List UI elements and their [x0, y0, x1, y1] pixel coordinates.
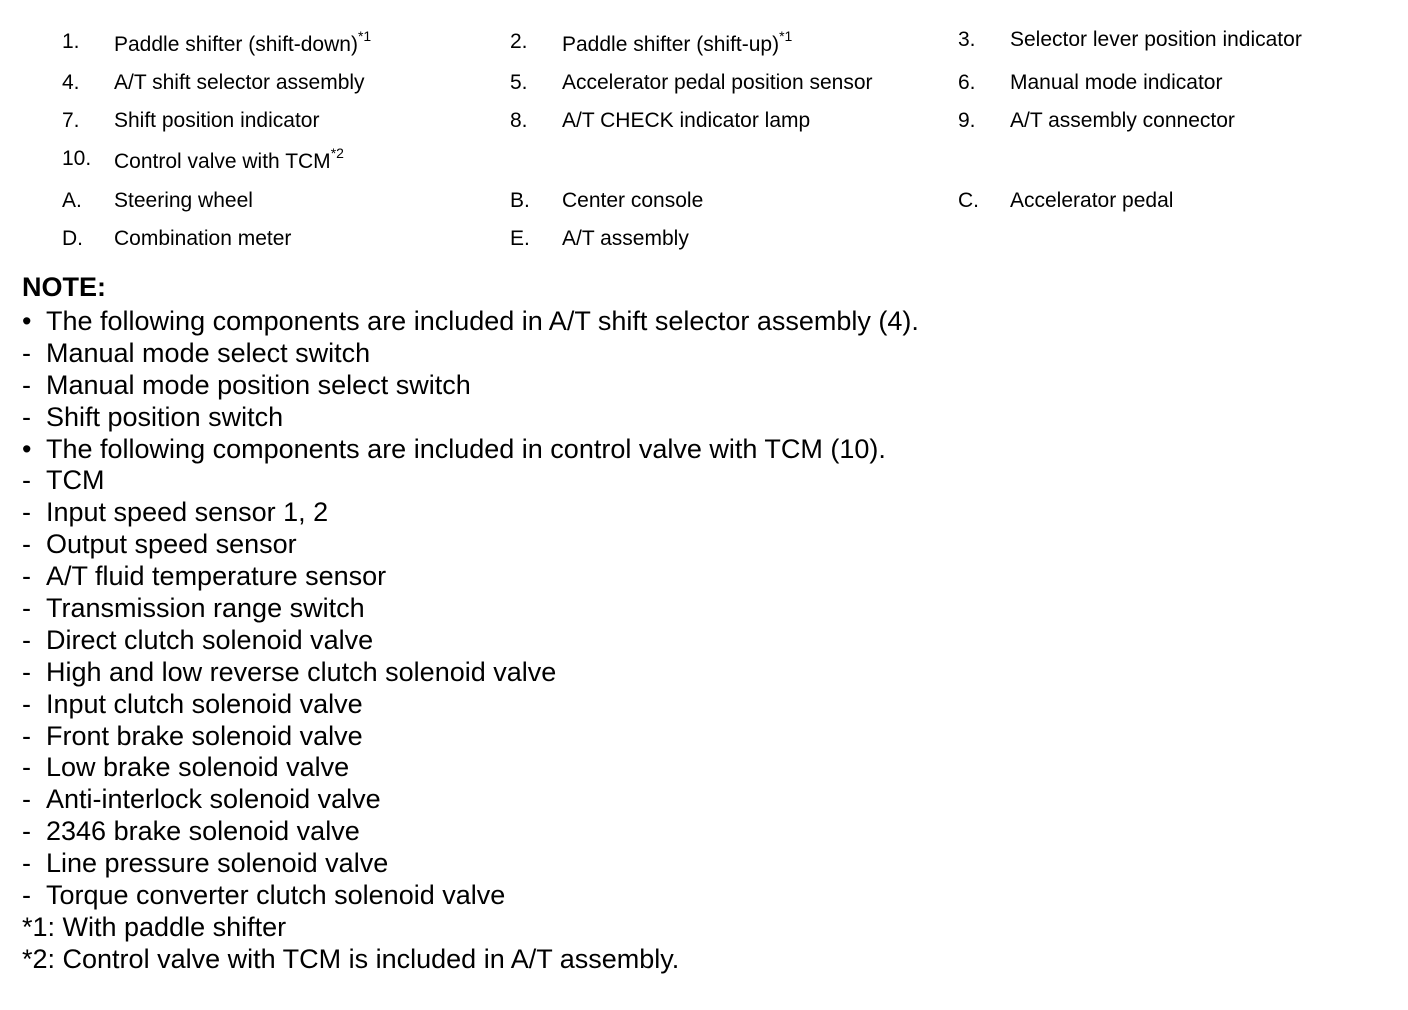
legend-number: 5.: [510, 71, 528, 94]
sub-item: [22, 561, 1382, 593]
footnote-ref: *1: [357, 28, 372, 44]
legend-number: C.: [958, 189, 979, 212]
item-text: The following components are included in control valve with TCM (10).: [46, 433, 886, 464]
legend-label: Shift position indicator: [114, 109, 320, 132]
sub-item: [22, 752, 1382, 784]
legend-label: Steering wheel: [114, 189, 253, 212]
legend-label: Selector lever position indicator: [1010, 28, 1302, 51]
legend-number: 4.: [62, 71, 80, 94]
dash-marker: -: [22, 880, 31, 911]
sub-item: [22, 593, 1382, 625]
legend-number: 9.: [958, 109, 976, 132]
sub-item: [22, 338, 1382, 370]
bullet-marker: •: [22, 306, 32, 336]
dash-marker: -: [22, 848, 31, 879]
item-text: Manual mode select switch: [46, 337, 371, 368]
bullet-item: [22, 306, 1382, 338]
dash-marker: -: [22, 624, 31, 655]
legend-label: Manual mode indicator: [1010, 71, 1223, 94]
dash-marker: -: [22, 816, 31, 847]
component-legend: [0, 0, 1408, 260]
item-text: 2346 brake solenoid valve: [46, 816, 360, 847]
item-text: Line pressure solenoid valve: [46, 848, 389, 879]
item-text: Output speed sensor: [46, 529, 297, 560]
legend-label: Paddle shifter (shift-up)$^{*1}$: [562, 28, 793, 56]
dash-marker: -: [22, 688, 31, 719]
legend-label: A/T shift selector assembly: [114, 71, 365, 94]
dash-marker: -: [22, 369, 31, 400]
sub-item: [22, 721, 1382, 753]
sub-item: [22, 784, 1382, 816]
legend-label: Combination meter: [114, 227, 292, 250]
footnote: *2: Control valve with TCM is included in A/T assembly.: [22, 943, 680, 974]
legend-label: A/T assembly: [562, 227, 689, 250]
dash-marker: -: [22, 656, 31, 687]
item-text: The following components are included in A/T shift selector assembly (4).: [46, 306, 919, 336]
item-text: Input clutch solenoid valve: [46, 688, 363, 719]
sub-item: [22, 465, 1382, 497]
item-text: TCM: [46, 465, 105, 496]
item-text: Input speed sensor 1, 2: [46, 497, 329, 528]
dash-marker: -: [22, 720, 31, 751]
footnote-ref: *2: [330, 145, 344, 161]
legend-number: 2.: [510, 30, 528, 53]
item-text: Manual mode position select switch: [46, 369, 471, 400]
bullet-marker: •: [22, 433, 32, 464]
legend-number: A.: [62, 189, 82, 212]
legend-number: 3.: [958, 28, 976, 51]
item-text: Torque converter clutch solenoid valve: [46, 880, 506, 911]
item-text: Direct clutch solenoid valve: [46, 624, 374, 655]
dash-marker: -: [22, 465, 31, 496]
dash-marker: -: [22, 752, 31, 783]
note-heading: NOTE:: [22, 272, 106, 302]
legend-number: 8.: [510, 109, 528, 132]
item-text: Low brake solenoid valve: [46, 752, 350, 783]
sub-item: [22, 370, 1382, 402]
item-text: Shift position switch: [46, 401, 284, 432]
bullet-item: [22, 434, 1382, 466]
legend-number: 6.: [958, 71, 976, 94]
legend-label: Paddle shifter (shift-down)$^{*1}$: [114, 28, 372, 56]
legend-label: Control valve with TCM$^{*2}$: [114, 145, 344, 173]
legend-label: Center console: [562, 189, 704, 212]
sub-item: [22, 816, 1382, 848]
sub-item: [22, 402, 1382, 434]
sub-item: [22, 689, 1382, 721]
note-list: [22, 306, 1382, 912]
item-text: A/T fluid temperature sensor: [46, 561, 387, 592]
sub-item: [22, 848, 1382, 880]
legend-number: 7.: [62, 109, 80, 132]
legend-number: B.: [510, 189, 530, 212]
footnote-list: [22, 912, 1382, 976]
legend-label: Accelerator pedal position sensor: [562, 71, 873, 94]
legend-number: 1.: [62, 30, 80, 53]
sub-item: [22, 880, 1382, 912]
note-section: [22, 272, 1382, 976]
legend-label: A/T assembly connector: [1010, 109, 1235, 132]
legend-label: A/T CHECK indicator lamp: [562, 109, 811, 132]
footnote: *1: With paddle shifter: [22, 911, 287, 942]
dash-marker: -: [22, 784, 31, 815]
sub-item: [22, 657, 1382, 689]
dash-marker: -: [22, 401, 31, 432]
dash-marker: -: [22, 497, 31, 528]
dash-marker: -: [22, 529, 31, 560]
dash-marker: -: [22, 593, 31, 624]
dash-marker: -: [22, 337, 31, 368]
legend-number: E.: [510, 227, 530, 250]
dash-marker: -: [22, 561, 31, 592]
item-text: Front brake solenoid valve: [46, 720, 363, 751]
item-text: Transmission range switch: [46, 593, 365, 624]
legend-label: Accelerator pedal: [1010, 189, 1174, 212]
sub-item: [22, 529, 1382, 561]
legend-number: D.: [62, 227, 83, 250]
legend-number: 10.: [62, 147, 92, 170]
sub-item: [22, 497, 1382, 529]
footnote-ref: *1: [779, 28, 793, 44]
item-text: Anti-interlock solenoid valve: [46, 784, 381, 815]
sub-item: [22, 625, 1382, 657]
item-text: High and low reverse clutch solenoid valve: [46, 656, 557, 687]
